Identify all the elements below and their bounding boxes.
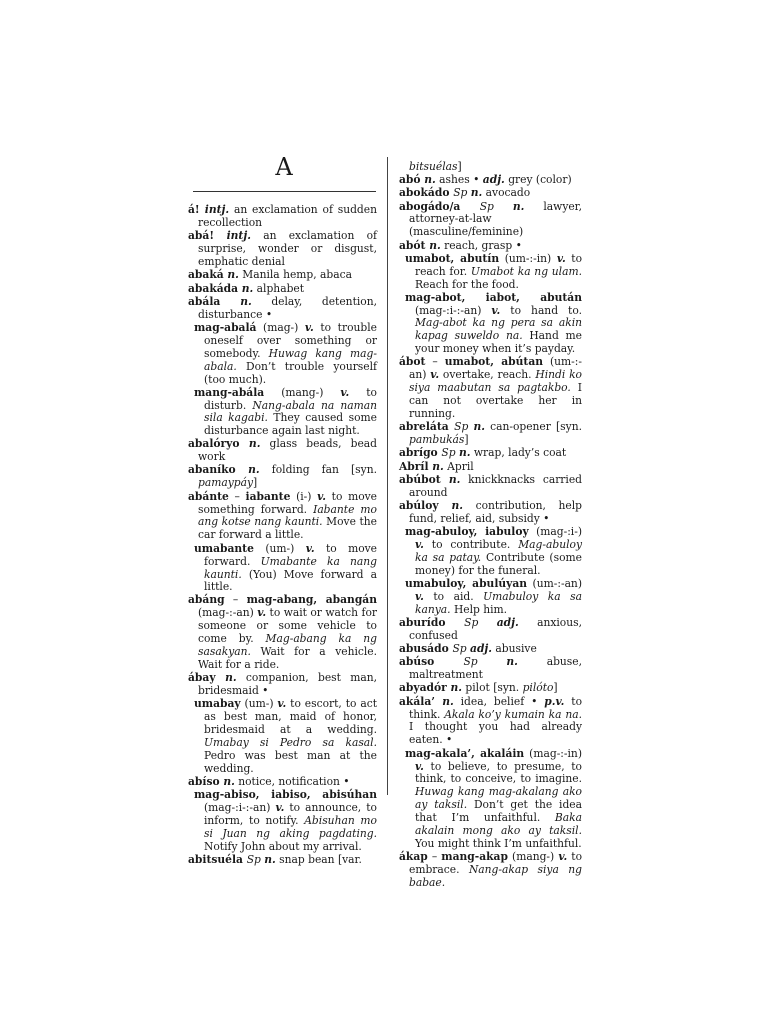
dictionary-entry: ákap – mang-akap (mang-) v. to embrace. Nang-akap siya ng babae.	[399, 849, 583, 889]
left-column	[188, 204, 377, 867]
dictionary-entry: Abríl n. April	[399, 459, 474, 473]
dictionary-entry: aburído Sp adj. anxious, confused	[399, 615, 582, 642]
dictionary-entry: abíso n. notice, notification •	[188, 774, 350, 788]
right-column	[399, 161, 582, 890]
dictionary-entry: abánte – iabante (i-) v. to move something forward. Iabante mo ang kotse nang kaunti. Move the car forward a little.	[188, 489, 377, 542]
dictionary-entry: abrígo Sp n. wrap, lady’s coat	[399, 446, 567, 460]
sub-entry: umabuloy, abulúyan (um-:-an) v. to aid. Umabuloy ka sa kanya. Help him.	[405, 576, 582, 616]
dictionary-entry: abreláta Sp n. can-opener [syn. pambukás]	[399, 420, 582, 446]
column-divider	[387, 157, 388, 795]
entry-continuation: bitsuélas]	[409, 160, 462, 173]
sub-entry: mang-abála (mang-) v. to disturb. Nang-abala na naman sila kagabi. They caused some disturbance again last night.	[194, 385, 377, 438]
sub-entry: mag-abalá (mag-) v. to trouble oneself over something or somebody. Huwag kang mag-abala. Don’t trouble yourself (too much).	[194, 321, 377, 386]
dictionary-entry: abokádo Sp n. avocado	[399, 186, 531, 200]
sub-entry: mag-abot, iabot, abután (mag-:i-:-an) v. to hand to. Mag-abot ka ng pera sa akin kapag suweldo na. Hand me your money when it’s payday.	[405, 290, 582, 356]
sub-entry: umabay (um-) v. to escort, to act as best man, maid of honor, bridesmaid at a wedding. Umabay si Pedro sa kasal. Pedro was best man at the wedding.	[194, 697, 378, 775]
dictionary-entry: abó n. ashes • adj. grey (color)	[399, 172, 572, 186]
dictionary-entry: abusádo Sp adj. abusive	[399, 641, 537, 655]
dictionary-entry: ábay n. companion, best man, bridesmaid •	[188, 671, 377, 698]
dictionary-entry: abáng – mag-abang, abangán (mag-:-an) v. to wait or watch for someone or some vehicle to come by. Mag-abang ka ng sasakyan. Wait for a vehicle. Wait for a ride.	[188, 593, 377, 671]
dictionary-entry: abaníko n. folding fan [syn. pamaypáy]	[188, 463, 377, 490]
dictionary-entry: abogádo/a Sp n. lawyer, attorney-at-law (masculine/feminine)	[399, 199, 583, 239]
dictionary-entry: abót n. reach, grasp •	[399, 238, 522, 252]
dictionary-entry: abakáda n. alphabet	[188, 281, 305, 295]
dictionary-entry: abúbot n. knickknacks carried around	[399, 472, 582, 499]
dictionary-entry: abúso Sp n. abuse, maltreatment	[399, 655, 582, 682]
section-letter-heading: A	[275, 153, 293, 181]
dictionary-entry: abitsuéla Sp n. snap bean [var.	[188, 852, 362, 866]
dictionary-entry: abúloy n. contribution, help fund, relief, aid, subsidy •	[399, 499, 582, 525]
sub-entry: mag-akala’, akaláin (mag-:-in) v. to believe, to presume, to think, to conceive, to imagine. Huwag kang mag-akalang ako ay taksil. Don’t get the idea that I’m unfaithful. Baka akalain mong ako ay taksil. You might think I’m unfaithful.	[405, 746, 583, 850]
dictionary-entry: á! intj. an exclamation of sudden recollection	[188, 203, 377, 229]
dictionary-entry: abalóryo n. glass beads, bead work	[188, 437, 377, 464]
section-heading-rule	[193, 191, 376, 192]
dictionary-entry: abaká n. Manila hemp, abaca	[188, 268, 352, 282]
dictionary-entry: abá! intj. an exclamation of surprise, wonder or disgust, emphatic denial	[188, 229, 377, 269]
dictionary-entry: abyadór n. pilot [syn. pilóto]	[399, 681, 558, 695]
sub-entry: mag-abuloy, iabuloy (mag-:i-) v. to contribute. Mag-abuloy ka sa patay. Contribute (some money) for the funeral.	[405, 525, 582, 577]
dictionary-entry: abála n. delay, detention, disturbance •	[188, 294, 377, 321]
dictionary-entry: ábot – umabot, abútan (um-:-an) v. overtake, reach. Hindi ko siya maabutan sa pagtakbo. I can not overtake her in running.	[399, 355, 582, 420]
sub-entry: umabante (um-) v. to move forward. Umabante ka nang kaunti. (You) Move forward a little.	[194, 541, 377, 594]
sub-entry: mag-abiso, iabiso, abisúhan (mag-:i-:-an) v. to announce, to inform, to notify. Abisuhan mo si Juan ng aking pagdating. Notify John about my arrival.	[194, 788, 377, 853]
dictionary-entry: akála’ n. idea, belief • p.v. to think. Akala ko’y kumain ka na. I thought you had already eaten. •	[399, 694, 582, 747]
sub-entry: umabot, abutín (um-:-in) v. to reach for. Umabot ka ng ulam. Reach for the food.	[405, 251, 582, 291]
